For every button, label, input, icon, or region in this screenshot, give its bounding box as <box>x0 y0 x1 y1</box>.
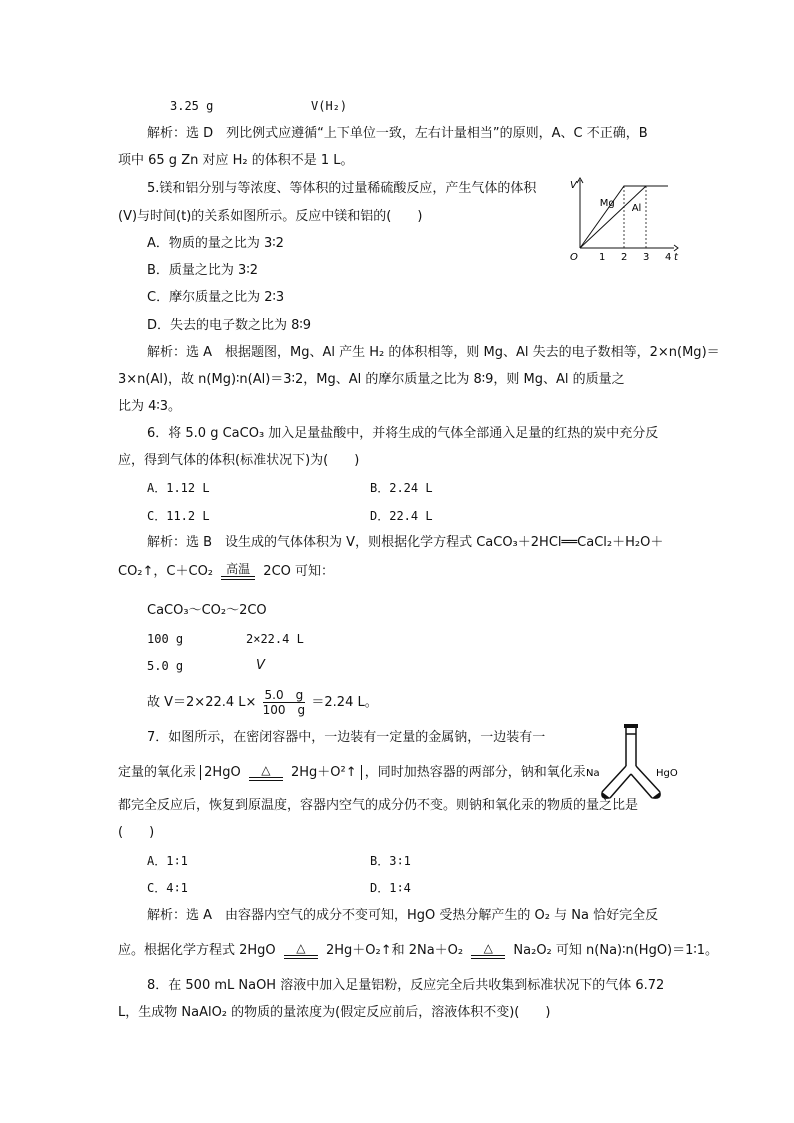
q7-stem-line2 <box>118 764 586 781</box>
fraction-denominator: 100 g <box>262 703 306 717</box>
q7-option-d: D．1∶4 <box>370 881 411 895</box>
q5-stem-line2: (V)与时间(t)的关系如图所示。反应中镁和铝的( ) <box>118 209 423 224</box>
left-arm-inner <box>610 774 631 798</box>
q7-answer-line2-mid: 2Hg＋O₂↑和 2Na＋O₂ <box>325 943 464 958</box>
q6-relation-line: CaCO₃～CO₂～2CO <box>147 603 267 618</box>
hgo-equation <box>200 765 361 780</box>
q7-answer-line1: 解析：选 A 由容器内空气的成分不变可知，HgO 受热分解产生的 O₂ 与 Na 恰好完全反 <box>147 908 659 923</box>
q6-option-a: A．1.12 L <box>147 481 210 495</box>
heat-symbol: △ <box>296 941 306 955</box>
sealed-container-figure <box>582 722 682 814</box>
q5-option-d: D．失去的电子数之比为 8∶9 <box>147 318 312 333</box>
q6-option-b: B．2.24 L <box>370 481 433 495</box>
q5-answer-line2: 3×n(Al)，故 n(Mg)∶n(Al)＝3∶2，Mg、Al 的摩尔质量之比为 8∶9，则 Mg、Al 的质量之 <box>118 372 625 387</box>
reaction-condition-heat <box>284 942 318 959</box>
q7-option-c: C．4∶1 <box>147 881 188 895</box>
q5-answer-line3: 比为 4∶3。 <box>118 399 182 414</box>
x-tick-label: 2 <box>621 252 628 263</box>
x-axis-label: t <box>674 252 678 263</box>
ratio-row-mass: 3.25 g <box>170 99 214 113</box>
equals-bar <box>284 955 318 959</box>
q5-option-c: C．摩尔质量之比为 2∶3 <box>147 290 285 305</box>
q7-stem-line4: ( ) <box>118 825 155 840</box>
reaction-condition-high-temp <box>221 563 255 580</box>
q7-option-b: B．3∶1 <box>370 854 411 868</box>
origin-label: O <box>570 252 578 263</box>
x-axis-arrow <box>674 245 678 251</box>
series-label-mg: Mg <box>599 197 615 209</box>
q6-option-c: C．11.2 L <box>147 509 210 523</box>
sodium-sample <box>602 792 610 798</box>
mercury-oxide-sample <box>652 792 660 798</box>
reaction-condition-heat <box>249 764 283 781</box>
mass-fraction <box>263 688 306 717</box>
left-arm-outer <box>602 766 626 792</box>
q6-option-d: D．22.4 L <box>370 509 433 523</box>
fraction-numerator: 5.0 g <box>264 688 304 702</box>
q6-answer-line2-start: CO₂↑，C＋CO₂ <box>118 564 214 579</box>
figure-label-right: HgO <box>656 768 678 779</box>
q5-option-b: B．质量之比为 3∶2 <box>147 263 258 278</box>
heat-symbol: △ <box>261 763 271 777</box>
q5-option-a: A．物质的量之比为 3∶2 <box>147 236 284 251</box>
right-arm-inner <box>631 774 652 798</box>
y-axis-label: V <box>570 180 577 191</box>
q6-stem-line1: 6．将 5.0 g CaCO₃ 加入足量盐酸中，并将生成的气体全部通入足量的红热的炭中充分反 <box>147 426 659 441</box>
condition-label: 高温 <box>226 562 251 576</box>
equals-bar <box>221 576 255 580</box>
calc-end: ＝2.24 L。 <box>311 695 378 710</box>
equation-reactant: 2HgO <box>204 765 241 780</box>
x-tick-label: 4 <box>665 252 672 263</box>
q7-answer-line2-end: Na₂O₂ 可知 n(Na)∶n(HgO)＝1∶1。 <box>513 943 719 958</box>
series-label-al: Al <box>631 202 642 214</box>
q7-stem-line2-start: 定量的氧化汞 <box>118 765 197 780</box>
q7-answer-line2-start: 应。根据化学方程式 2HgO <box>118 943 276 958</box>
q6-relation-volume2: V <box>256 658 265 673</box>
volume-time-chart <box>568 174 688 264</box>
equals-bar <box>249 777 283 781</box>
q6-relation-mass1: 100 g <box>147 632 184 646</box>
calc-start: 故 V＝2×22.4 L× <box>147 695 257 710</box>
q6-stem-line2: 应，得到气体的体积(标准状况下)为( ) <box>118 453 360 468</box>
q6-relation-volume1: 2×22.4 L <box>246 632 304 646</box>
ratio-row-volume: V(H₂) <box>311 99 348 113</box>
q8-stem-line2: L，生成物 NaAlO₂ 的物质的量浓度为(假定反应前后，溶液体积不变)( ) <box>118 1005 551 1020</box>
q6-answer-line2 <box>118 563 334 580</box>
equals-bar <box>471 955 505 959</box>
q7-stem-line2-end: ，同时加热容器的两部分，钠和氧化汞 <box>361 765 586 780</box>
q4-answer-line1: 解析：选 D 列比例式应遵循“上下单位一致，左右计量相当”的原则，A、C 不正确，B <box>147 126 648 141</box>
x-tick-label: 1 <box>599 252 606 263</box>
x-tick-label: 3 <box>643 252 650 263</box>
reaction-condition-heat-2 <box>471 942 505 959</box>
q6-answer-line2-end: 2CO 可知： <box>263 564 335 579</box>
q5-stem-line1: 5.镁和铝分别与等浓度、等体积的过量稀硫酸反应，产生气体的体积 <box>147 181 537 196</box>
q7-stem-line1: 7．如图所示，在密闭容器中，一边装有一定量的金属钠，一边装有一 <box>147 730 546 745</box>
figure-label-left: Na <box>586 768 600 779</box>
stopper-top <box>624 724 638 728</box>
equation-product: 2Hg＋O²↑ <box>290 765 357 780</box>
q6-answer-line1: 解析：选 B 设生成的气体体积为 V，则根据化学方程式 CaCO₃＋2HCl══CaCl₂＋H₂O＋ <box>147 535 664 550</box>
q7-stem-line3: 都完全反应后，恢复到原温度，容器内空气的成分仍不变。则钠和氧化汞的物质的量之比是 <box>118 798 639 813</box>
heat-symbol: △ <box>483 941 493 955</box>
q5-answer-line1: 解析：选 A 根据题图，Mg、Al 产生 H₂ 的体积相等，则 Mg、Al 失去的电子数相等，2×n(Mg)＝ <box>147 345 720 360</box>
q4-answer-line2: 项中 65 g Zn 对应 H₂ 的体积不是 1 L。 <box>118 153 354 168</box>
q6-relation-mass2: 5.0 g <box>147 659 184 673</box>
q8-stem-line1: 8．在 500 mL NaOH 溶液中加入足量铝粉，反应完全后共收集到标准状况下的气体 6.72 <box>147 978 665 993</box>
q7-option-a: A．1∶1 <box>147 854 188 868</box>
q6-calculation <box>147 688 378 717</box>
q7-answer-line2 <box>118 942 718 959</box>
